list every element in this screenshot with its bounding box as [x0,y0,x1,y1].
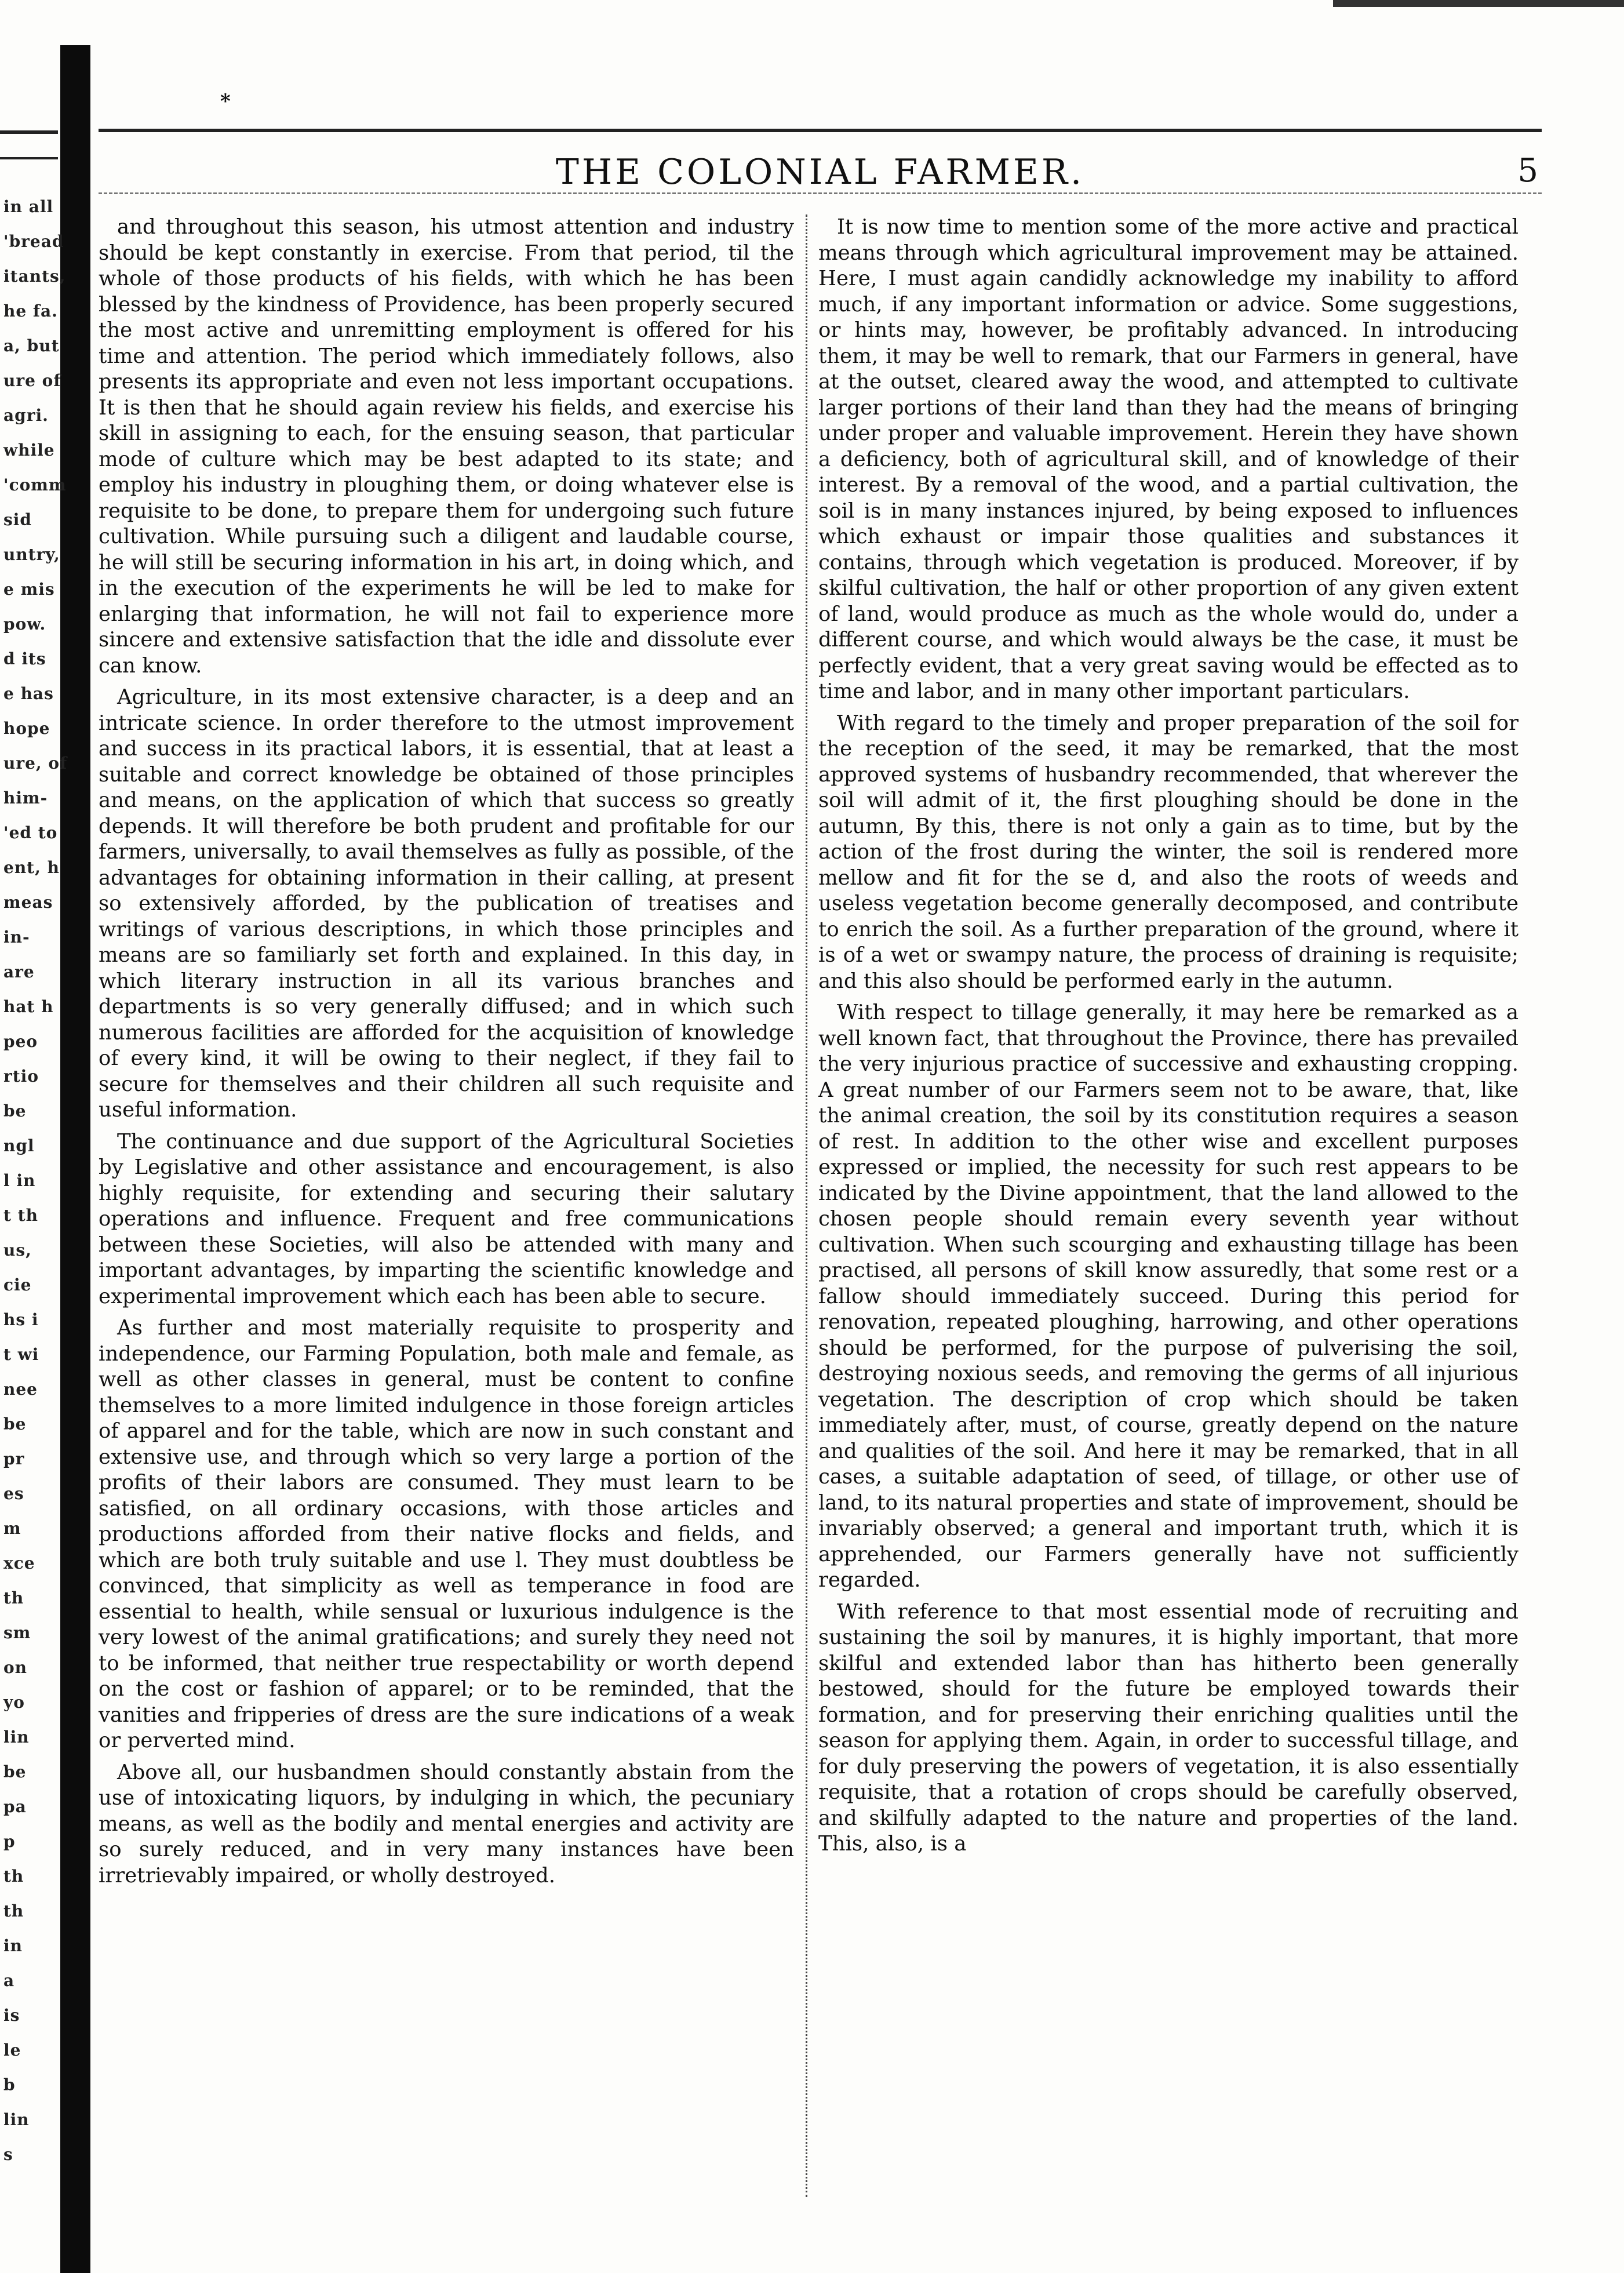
margin-fragment: in [3,1936,23,1955]
margin-fragment: le [3,2041,21,2060]
margin-fragment: be [3,1414,27,1434]
article-column-right [818,214,1519,1863]
margin-fragment: he fa. [3,301,58,321]
margin-fragment: untry, [3,545,60,564]
margin-fragment: t wi [3,1345,39,1364]
margin-fragment: yo [3,1693,25,1712]
margin-fragment: rtio [3,1067,39,1086]
margin-fragment: are [3,962,35,981]
margin-fragment: lin [3,1728,30,1747]
margin-fragment: on [3,1658,28,1677]
binding-spine [60,45,90,2273]
margin-fragment: 'comm [3,475,67,494]
margin-fragment: e has [3,684,54,703]
paragraph: It is now time to mention some of the more active and practical means through which agricultural improvement may be attained. Here, I must again candidly acknowledge my inability to afford much, if any important information or advice. Some suggestions, or hints may, however, be profitably advanced. In introducing them, it may be well to remark, that our Farmers in general, have at the outset, cleared away the wood, and attempted to cultivate larger portions of their land than they had the means of bringing under proper and valuable improvement. Herein they have shown a deficiency, both of agricultural skill, and of knowledge of their interest. By a removal of the wood, and a partial cultivation, the soil is in many instances injured, by being exposed to influences which exhaust or impair those qualities and substances it contains, through which vegetation is produced. Moreover, if by skilful cultivation, the half or other proportion of any given extent of land, would produce as much as the whole would do, under a different course, and which would always be the case, it must be perfectly evident, that a very great saving would be effected as to time and labor, and in many other important particulars. [818,215,1519,703]
paragraph: and throughout this season, his utmost attention and industry should be kept constantly in exercise. From that period, til the whole of those products of his fields, with which he has been blessed by the kindness of Providence, has been properly secured the most active and unremitting employment is offered for his time and attention. The period which immediately follows, also presents its appropriate and even not less important occupations. It is then that he should again review his fields, and exercise his skill in assigning to each, for the ensuing season, that particular mode of culture which may be best adapted to its state; and employ his industry in ploughing them, or doing whatever else is requisite to be done, to prepare them for undergoing such future cultivation. While pursuing such a diligent and laudable course, he will still be securing information in his art, in doing which, and in the execution of the experiments he will be led to make for enlarging that information, he will not fail to experience more sincere and extensive satisfaction that the idle and dissolute ever can know. [99,215,794,678]
margin-fragment: meas [3,893,53,912]
margin-fragment: ure of [3,371,61,390]
margin-fragment: sid [3,510,32,529]
margin-fragment: pow. [3,614,46,634]
page-edge-shadow [1333,0,1624,7]
margin-fragment: in all [3,197,54,216]
margin-fragment: hs i [3,1310,39,1329]
margin-fragment: th [3,1867,24,1886]
margin-fragment: hat h [3,997,54,1016]
margin-fragment: b [3,2075,16,2094]
margin-fragment: e mis [3,580,55,599]
margin-fragment: lin [3,2110,30,2129]
margin-fragment: itants, [3,267,66,286]
margin-fragment: th [3,1588,24,1608]
masthead-title: THE COLONIAL FARMER. [555,152,1085,192]
margin-fragment: a [3,1971,15,1990]
margin-fragment: pr [3,1449,25,1468]
page-number: 5 [1517,152,1538,190]
margin-fragment: peo [3,1032,38,1051]
margin-fragment: be [3,1101,27,1121]
margin-fragment: d its [3,649,46,668]
printer-mark: * [220,90,231,113]
paragraph: As further and most materially requisite to prosperity and independence, our Farming Population, both male and female, as well as other classes in general, must be content to confine themselves to a more limited indulgence in those foreign articles of apparel and for the table, which are now in such constant and extensive use, and through which so very large a portion of the profits of their labors are consumed. They must learn to be satisfied, on all ordinary occasions, with those articles and productions afforded from their native flocks and fields, and which are both truly suitable and use l. They must doubtless be convinced, that simplicity as well as temperance in food are essential to health, while sensual or luxurious indulgence is the very lowest of the animal gratifications; and surely they need not to be informed, that neither true respectability or worth depend on the cost or fashion of apparel; or to be reminded, that the vanities and fripperies of dress are the sure indications of a weak or perverted mind. [99,1316,794,1752]
margin-fragment: 'bread [3,232,64,251]
margin-fragment: s [3,2145,13,2164]
paragraph: With regard to the timely and proper preparation of the soil for the reception of the seed, it may be remarked, that the most approved systems of husbandry recommended, that wherever the soil will admit of it, the first ploughing should be done in the autumn, By this, there is not only a gain as to time, but by the action of the frost during the winter, the soil is rendered more mellow and fit for the se d, and also the roots of weeds and useless vegetation become generally decomposed, and contribute to enrich the soil. As a further preparation of the ground, where it is of a wet or swampy nature, the process of draining is requisite; and this also should be performed early in the autumn. [818,711,1519,993]
paragraph: With reference to that most essential mode of recruiting and sustaining the soil by manures, it is highly important, that more skilful and extended labor than has hitherto been generally bestowed, should for the future be employed towards their formation, and for preserving their enriching qualities until the season for applying them. Again, in order to successful tillage, and for duly preserving the powers of vegetation, it is also essentially requisite, that a rotation of crops should be carefully observed, and skilfully adapted to the nature and properties of the land. This, also, is a [818,1599,1519,1856]
margin-fragment: t th [3,1206,38,1225]
margin-fragment: ent, h [3,858,60,877]
margin-fragment: a, but [3,336,60,355]
header-dashed-rule [99,192,1542,194]
margin-fragment: 'ed to [3,823,58,842]
left-margin-rules [0,130,58,159]
margin-fragment: ngl [3,1136,35,1155]
article-column-left [99,214,794,1894]
margin-fragment: is [3,2006,20,2025]
margin-fragment: ure, of [3,754,68,773]
paragraph: Above all, our husbandmen should constantly abstain from the use of intoxicating liquors, by indulging in which, the pecuniary means, as well as the bodily and mental energies and activity are so surely reduced, and in very many instances have been irretrievably impaired, or wholly destroyed. [99,1760,794,1888]
paragraph: The continuance and due support of the Agricultural Societies by Legislative and other assistance and encouragement, is also highly requisite, for extending and securing their salutary operations and influence. Frequent and free communications between these Societies, will also be attended with many and important advantages, by imparting the scientific knowledge and experimental improvement which each has been able to secure. [99,1129,794,1308]
paragraph: With respect to tillage generally, it may here be remarked as a well known fact, that throughout the Province, there has prevailed the very injurious practice of successive and exhausting cropping. A great number of our Farmers seem not to be aware, that, like the animal creation, the soil by its constitution requires a season of rest. In addition to the other wise and excellent purposes expressed or implied, the necessity for such rest appears to be indicated by the Divine appointment, that the land allowed to the chosen people should remain every seventh year without cultivation. When such scourging and exhausting tillage has been practised, all persons of skill know assuredly, that some rest or a fallow should immediately succeed. During this period for renovation, repeated ploughing, harrowing, and other operations should be performed, for the purpose of pulverising the soil, destroying noxious seeds, and removing the germs of all injurious vegetation. The description of crop which should be taken immediately after, must, of course, greatly depend on the nature and qualities of the soil. And here it may be remarked, that in all cases, a suitable adaptation of seed, of tillage, or other use of land, to its natural properties and state of improvement, should be invariably observed; a general and important truth, which it is apprehended, our Farmers generally have not sufficiently regarded. [818,1001,1519,1592]
margin-fragment: nee [3,1380,38,1399]
margin-fragment: agri. [3,406,49,425]
margin-fragment: es [3,1484,24,1503]
margin-fragment: m [3,1519,21,1538]
margin-fragment: in- [3,928,30,947]
margin-fragment: be [3,1762,27,1781]
adjacent-page-fragments [0,197,68,2261]
header-rule [99,129,1542,132]
margin-fragment: p [3,1832,16,1851]
margin-fragment: l in [3,1171,36,1190]
margin-fragment: him- [3,788,48,808]
margin-fragment: us, [3,1241,32,1260]
page-header [99,137,1542,192]
paragraph: Agriculture, in its most extensive character, is a deep and an intricate science. In order therefore to the utmost improvement and success in its practical labors, it is essential, that at least a suitable and correct knowledge be obtained of those principles and means, on the application of which that success so greatly depends. It will therefore be both prudent and profitable for our farmers, universally, to avail themselves as fully as possible, of the advantages for obtaining information in their calling, at present so extensively afforded, by the publication of treatises and writings of various descriptions, in which those principles and means are so familiarly set forth and explained. In this day, in which literary instruction in all its various branches and departments is so very generally diffused; and in which such numerous facilities are afforded for the acquisition of knowledge of every kind, it will be owing to their neglect, if they fail to secure for themselves and their children all such requisite and useful information. [99,685,794,1122]
margin-fragment: xce [3,1554,35,1573]
margin-fragment: th [3,1901,24,1921]
margin-fragment: hope [3,719,50,738]
margin-fragment: sm [3,1623,31,1642]
margin-fragment: while [3,441,55,460]
margin-fragment: pa [3,1797,27,1816]
column-divider [806,214,807,2197]
margin-fragment: cie [3,1275,32,1294]
